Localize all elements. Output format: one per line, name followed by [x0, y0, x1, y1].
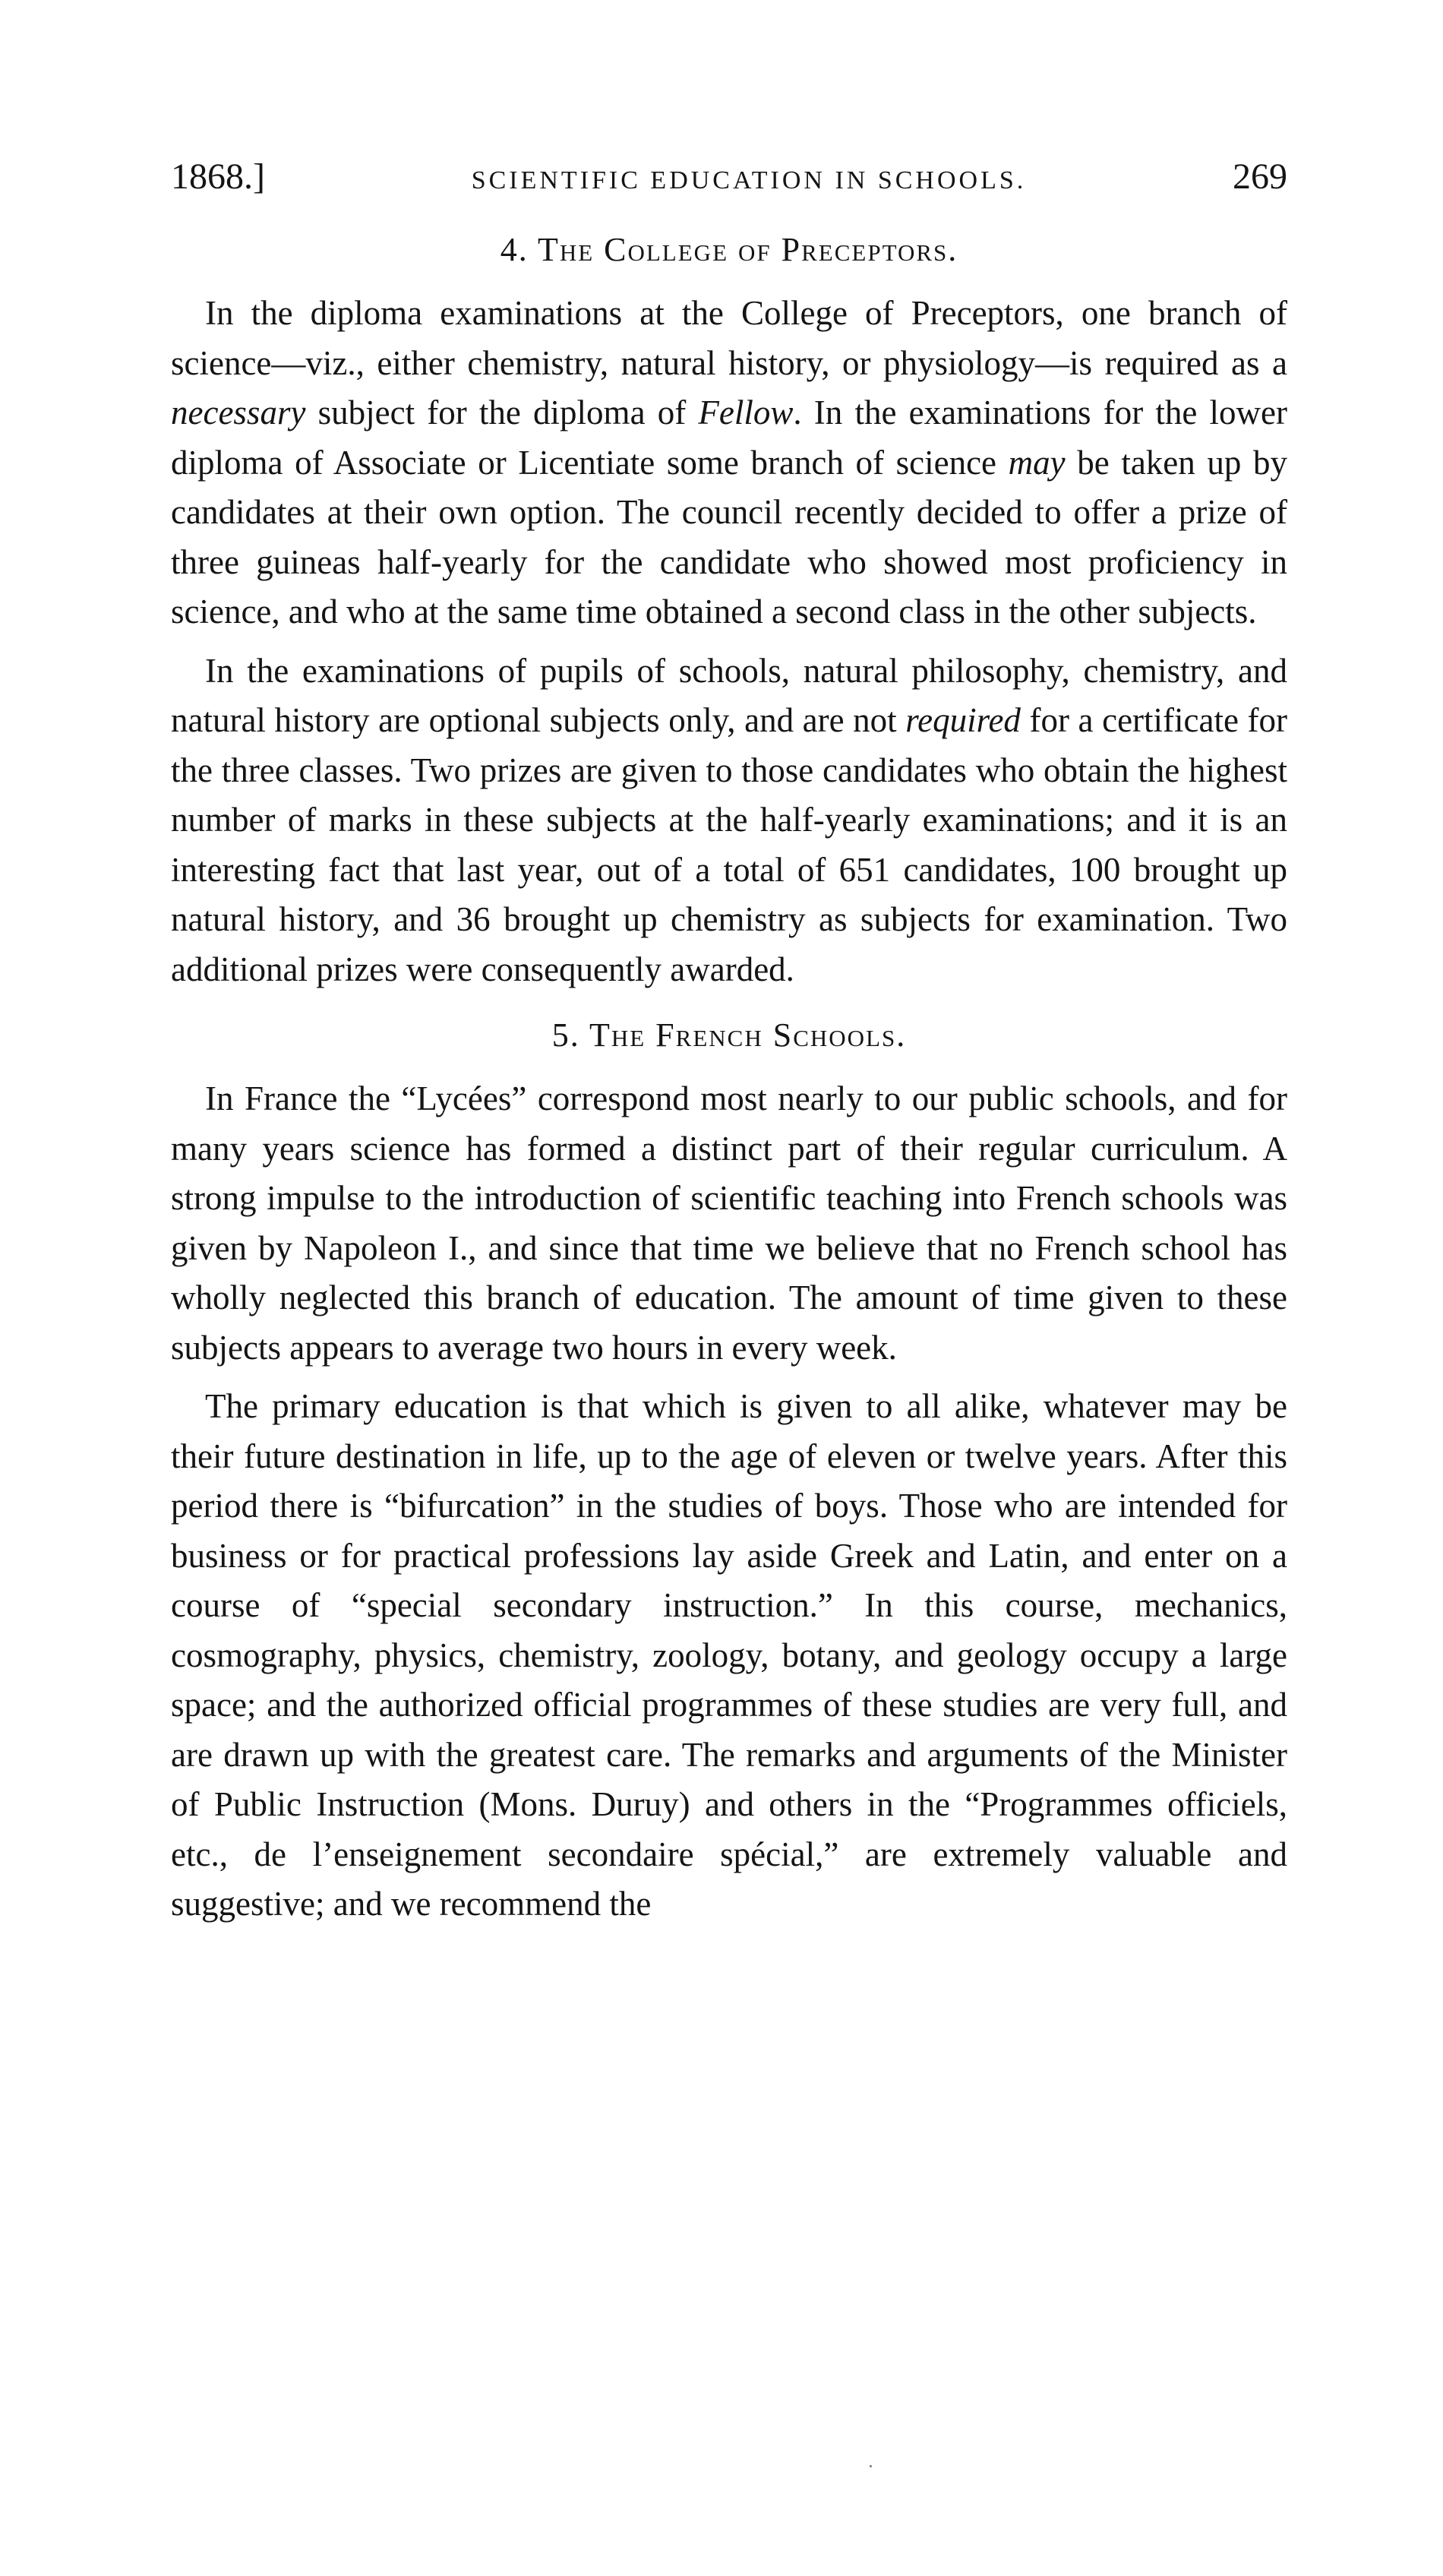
paper-speck [870, 2465, 872, 2467]
book-page [171, 156, 1287, 1939]
paragraph: In the diploma examinations at the College of Preceptors, one branch of science—viz., either chemistry, natural history, or physiology—is required as a necessary subject for the diploma of Fellow. In the examinations for the lower diploma of Associate or Licentiate some branch of science may be taken up by candidates at their own option. The council recently decided to offer a prize of three guineas half-yearly for the candidate who showed most proficiency in science, and who at the same time obtained a second class in the other subjects. [171, 294, 1287, 631]
section-heading: 4. The College of Preceptors. [500, 231, 958, 268]
paragraph: In the examinations of pupils of schools, natural philosophy, chemistry, and natural history are optional subjects only, and are not required for a certificate for the three classes. Two prizes are given to those candidates who obtain the highest number of marks in these subjects at the half-yearly examinations; and it is an interesting fact that last year, out of a total of 651 candidates, 100 brought up natural history, and 36 brought up chemistry as subjects for examination. Two additional prizes were consequently awarded. [171, 651, 1287, 988]
section-college-of-preceptors [171, 230, 1287, 994]
running-head [171, 156, 1287, 209]
section-heading: 5. The French Schools. [551, 1016, 907, 1054]
page-number: 269 [1233, 156, 1287, 197]
section-french-schools [171, 1016, 1287, 1930]
header-title: SCIENTIFIC EDUCATION IN SCHOOLS. [471, 166, 1027, 194]
paragraph: In France the “Lycées” correspond most nearly to our public schools, and for many years science has formed a distinct part of their regular curriculum. A strong impulse to the introduction of scientific teaching into French schools was given by Napoleon I., and since that time we believe that no French school has wholly neglected this branch of education. The amount of time given to these subjects appears to average two hours in every week. [171, 1079, 1287, 1367]
header-year: 1868.] [171, 156, 265, 197]
paragraph: The primary education is that which is given to all alike, whatever may be their future destination in life, up to the age of eleven or twelve years. After this period there is “bifurcation” in the studies of boys. Those who are intended for business or for practical professions lay aside Greek and Latin, and enter on a course of “special secondary instruction.” In this course, mechanics, cosmography, physics, chemistry, zoology, botany, and geology occupy a large space; and the authorized official programmes of these studies are very full, and are drawn up with the greatest care. The remarks and arguments of the Minister of Public Instruction (Mons. Duruy) and others in the “Programmes officiels, etc., de l’enseignement secondaire spécial,” are extremely valuable and suggestive; and we recommend the [171, 1387, 1287, 1923]
